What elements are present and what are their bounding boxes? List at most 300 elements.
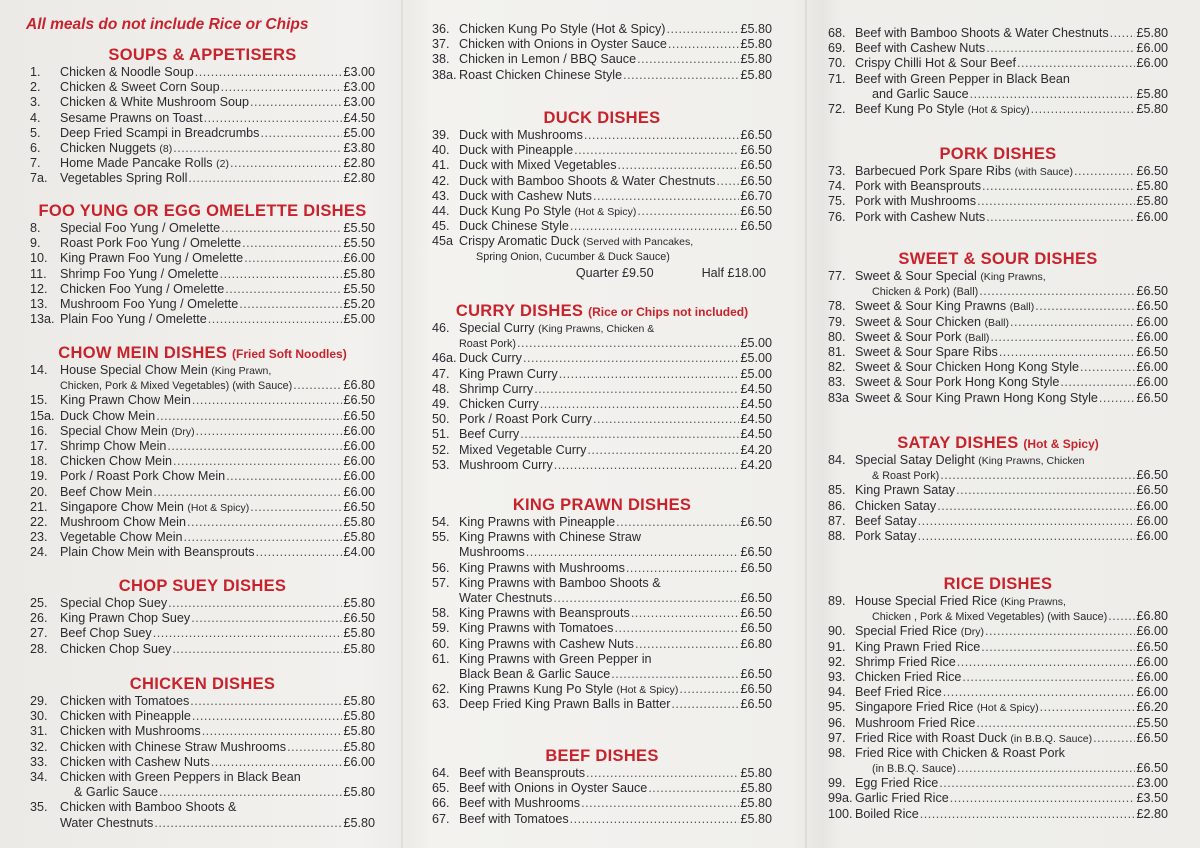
menu-item[interactable] bbox=[30, 439, 375, 454]
item-name: Boiled Rice bbox=[855, 806, 919, 821]
item-number: 27. bbox=[30, 626, 48, 641]
menu-item[interactable] bbox=[30, 171, 375, 186]
item-name: Special Chop Suey bbox=[60, 596, 168, 610]
item-note: Chicken & Pork) (Ball) bbox=[872, 286, 979, 299]
leader-dots bbox=[242, 236, 342, 251]
menu-item[interactable] bbox=[30, 694, 375, 709]
menu-item[interactable] bbox=[828, 26, 1168, 41]
menu-item[interactable] bbox=[432, 766, 772, 781]
item-name: Special Satay Delight bbox=[855, 453, 975, 467]
item-note: (Ball) bbox=[984, 316, 1010, 329]
menu-item[interactable] bbox=[432, 219, 772, 234]
item-price: £6.80 bbox=[343, 378, 375, 393]
menu-item[interactable] bbox=[828, 330, 1168, 345]
menu-item[interactable] bbox=[30, 530, 375, 545]
leader-dots bbox=[1108, 609, 1135, 624]
item-name: Special Curry bbox=[459, 321, 535, 335]
leader-dots bbox=[918, 529, 1136, 544]
menu-item[interactable] bbox=[30, 409, 375, 424]
item-note: & Roast Pork) bbox=[872, 470, 940, 483]
menu-item[interactable] bbox=[828, 640, 1168, 655]
item-number: 56. bbox=[432, 560, 450, 575]
leader-dots bbox=[553, 591, 739, 606]
item-number: 40. bbox=[432, 143, 450, 158]
menu-item[interactable] bbox=[30, 500, 375, 515]
item-note: Spring Onion, Cucumber & Duck Sauce) bbox=[476, 250, 670, 263]
item-price: £6.00 bbox=[1136, 56, 1168, 71]
menu-item[interactable] bbox=[432, 397, 772, 412]
menu-item[interactable] bbox=[828, 164, 1168, 179]
item-price-quarter: Quarter £9.50 bbox=[575, 265, 654, 280]
menu-item[interactable] bbox=[30, 236, 375, 251]
item-name: King Prawn Chop Suey bbox=[60, 611, 191, 626]
leader-dots bbox=[260, 126, 342, 141]
section-title: DUCK DISHES bbox=[543, 109, 661, 127]
menu-item[interactable] bbox=[30, 126, 375, 141]
item-name: Vegetable Chow Mein bbox=[60, 530, 183, 545]
item-name: Chicken with Cashew Nuts bbox=[60, 754, 210, 769]
item-price: £5.80 bbox=[343, 596, 375, 610]
item-name: Duck with Mushrooms bbox=[459, 128, 583, 142]
leader-dots bbox=[1031, 102, 1136, 117]
item-number: 45. bbox=[432, 219, 450, 234]
item-name: Duck Chinese Style bbox=[459, 219, 569, 234]
item-price: £3.50 bbox=[1136, 791, 1168, 806]
menu-item[interactable] bbox=[30, 596, 375, 611]
leader-dots bbox=[225, 282, 342, 297]
item-name: Duck Chow Mein bbox=[60, 408, 156, 423]
leader-dots bbox=[1074, 164, 1136, 179]
menu-item[interactable] bbox=[432, 796, 772, 811]
item-name: Garlic Fried Rice bbox=[855, 791, 949, 806]
leader-dots bbox=[256, 545, 343, 560]
item-price: £5.80 bbox=[343, 724, 375, 739]
section-title: FOO YUNG OR EGG OMELETTE DISHES bbox=[38, 202, 367, 220]
item-number: 77. bbox=[828, 269, 846, 283]
section-sweet-sour bbox=[828, 249, 1168, 406]
menu-item[interactable] bbox=[828, 499, 1168, 514]
section-title bbox=[432, 301, 772, 321]
item-name: House Special Chow Mein bbox=[60, 363, 208, 377]
leader-dots bbox=[957, 655, 1136, 670]
leader-dots bbox=[211, 755, 343, 770]
item-price: £5.50 bbox=[343, 281, 375, 296]
menu-item[interactable] bbox=[432, 697, 772, 712]
leader-dots bbox=[154, 816, 342, 831]
leader-dots bbox=[520, 427, 739, 442]
item-price: £6.50 bbox=[740, 515, 772, 529]
menu-item[interactable] bbox=[828, 685, 1168, 700]
item-name: Shrimp Foo Yung / Omelette bbox=[60, 266, 219, 281]
menu-item[interactable] bbox=[828, 594, 1168, 624]
item-name: Beef with Green Pepper in Black Bean bbox=[855, 71, 1070, 86]
item-number: 80. bbox=[828, 329, 846, 344]
section-title: SOUPS & APPETISERS bbox=[108, 46, 297, 64]
menu-item[interactable] bbox=[432, 37, 772, 52]
menu-item[interactable] bbox=[828, 194, 1168, 209]
item-price: £6.00 bbox=[1136, 685, 1168, 700]
menu-item[interactable] bbox=[828, 731, 1168, 746]
menu-item[interactable] bbox=[432, 174, 772, 189]
menu-item[interactable] bbox=[432, 637, 772, 652]
item-price: £6.00 bbox=[343, 469, 375, 484]
leader-dots bbox=[920, 807, 1136, 822]
item-note: (Ball) bbox=[964, 331, 990, 344]
menu-item[interactable] bbox=[432, 682, 772, 697]
menu-item[interactable] bbox=[432, 189, 772, 204]
item-name: Singapore Fried Rice bbox=[855, 700, 974, 715]
item-note: Chicken, Pork & Mixed Vegetables) (with Sauce) bbox=[60, 380, 293, 393]
menu-item[interactable] bbox=[828, 315, 1168, 330]
leader-dots bbox=[986, 210, 1135, 225]
menu-item[interactable] bbox=[30, 141, 375, 156]
menu-item[interactable] bbox=[30, 545, 375, 560]
menu-item[interactable] bbox=[828, 360, 1168, 375]
leader-dots bbox=[986, 41, 1135, 56]
leader-dots bbox=[943, 685, 1136, 700]
item-price: £6.80 bbox=[1136, 609, 1168, 624]
menu-item[interactable] bbox=[828, 345, 1168, 360]
menu-item[interactable] bbox=[30, 393, 375, 408]
item-name: Chicken Foo Yung / Omelette bbox=[60, 281, 225, 296]
menu-item[interactable] bbox=[828, 700, 1168, 715]
menu-item[interactable] bbox=[30, 156, 375, 171]
item-name: Deep Fried King Prawn Balls in Batter bbox=[459, 697, 671, 712]
menu-item[interactable] bbox=[828, 269, 1168, 299]
item-number: 3. bbox=[30, 95, 41, 110]
item-price: £5.80 bbox=[343, 785, 375, 800]
item-price: £6.50 bbox=[740, 666, 772, 681]
menu-item[interactable] bbox=[30, 251, 375, 266]
menu-item[interactable] bbox=[432, 621, 772, 636]
menu-item[interactable] bbox=[828, 791, 1168, 806]
item-price: £6.50 bbox=[343, 611, 375, 626]
leader-dots bbox=[1035, 299, 1135, 314]
menu-item[interactable] bbox=[432, 128, 772, 143]
menu-item[interactable] bbox=[828, 716, 1168, 731]
leader-dots bbox=[554, 458, 740, 473]
section-beef-continued bbox=[828, 26, 1168, 117]
item-number: 50. bbox=[432, 412, 450, 427]
leader-dots bbox=[950, 791, 1136, 806]
leader-dots bbox=[1093, 731, 1135, 746]
item-name: Fried Rice with Chicken & Roast Pork bbox=[855, 745, 1065, 760]
leader-dots bbox=[939, 776, 1135, 791]
menu-item[interactable] bbox=[30, 515, 375, 530]
menu-item[interactable] bbox=[432, 143, 772, 158]
menu-item[interactable] bbox=[828, 514, 1168, 529]
menu-item[interactable] bbox=[30, 485, 375, 500]
menu-item[interactable] bbox=[30, 95, 375, 110]
item-note: (2) bbox=[216, 158, 229, 171]
leader-dots bbox=[168, 596, 342, 611]
item-name: Shrimp Curry bbox=[459, 381, 534, 396]
item-price: £5.50 bbox=[1136, 715, 1168, 730]
leader-dots bbox=[985, 624, 1135, 639]
item-name: Chicken & Sweet Corn Soup bbox=[60, 80, 220, 95]
leader-dots bbox=[999, 345, 1136, 360]
item-name: King Prawn Satay bbox=[855, 483, 956, 498]
item-price: £6.50 bbox=[1136, 639, 1168, 654]
item-price: £5.20 bbox=[343, 296, 375, 311]
menu-item[interactable] bbox=[30, 454, 375, 469]
menu-item[interactable] bbox=[30, 642, 375, 657]
menu-item[interactable] bbox=[432, 52, 772, 67]
menu-item[interactable] bbox=[432, 812, 772, 827]
leader-dots bbox=[593, 412, 740, 427]
item-price: £6.80 bbox=[740, 636, 772, 651]
item-number: 5. bbox=[30, 125, 41, 140]
menu-item[interactable] bbox=[432, 204, 772, 219]
menu-item[interactable] bbox=[828, 670, 1168, 685]
item-number: 20. bbox=[30, 484, 48, 499]
menu-item[interactable] bbox=[828, 375, 1168, 390]
menu-item[interactable] bbox=[828, 776, 1168, 791]
menu-item[interactable] bbox=[828, 746, 1168, 776]
item-price: £4.50 bbox=[343, 110, 375, 125]
item-name: Mushroom Chow Mein bbox=[60, 514, 186, 529]
item-number: 19. bbox=[30, 469, 48, 484]
item-note: (King Prawns, bbox=[1000, 596, 1066, 608]
menu-item[interactable] bbox=[828, 179, 1168, 194]
menu-item[interactable] bbox=[30, 709, 375, 724]
item-price: £2.80 bbox=[1136, 806, 1168, 821]
item-number: 99a. bbox=[828, 791, 853, 806]
item-number: 8. bbox=[30, 221, 41, 235]
menu-item[interactable] bbox=[432, 530, 772, 560]
item-price: £5.80 bbox=[740, 67, 772, 82]
item-price: £6.50 bbox=[1136, 468, 1168, 483]
item-number: 33. bbox=[30, 754, 48, 769]
leader-dots bbox=[918, 514, 1136, 529]
item-price: £5.00 bbox=[740, 336, 772, 351]
item-price: £6.50 bbox=[1136, 284, 1168, 299]
item-name: Plain Chow Mein with Beansprouts bbox=[60, 545, 255, 560]
item-number: 82. bbox=[828, 360, 846, 375]
menu-item[interactable] bbox=[30, 65, 375, 80]
menu-item[interactable] bbox=[828, 624, 1168, 639]
item-number: 57. bbox=[432, 575, 450, 590]
menu-item[interactable] bbox=[432, 367, 772, 382]
item-price: £6.50 bbox=[740, 143, 772, 158]
item-price: £6.00 bbox=[1136, 528, 1168, 543]
item-note: (Dry) bbox=[171, 425, 195, 438]
menu-item[interactable] bbox=[432, 606, 772, 621]
leader-dots bbox=[637, 52, 739, 67]
item-number: 67. bbox=[432, 811, 450, 826]
item-price: £5.80 bbox=[343, 266, 375, 281]
item-price: £6.50 bbox=[740, 203, 772, 218]
menu-item[interactable] bbox=[30, 469, 375, 484]
item-name: Sweet & Sour King Prawns bbox=[855, 299, 1007, 314]
menu-item[interactable] bbox=[30, 111, 375, 126]
leader-dots bbox=[631, 606, 740, 621]
item-name: Sweet & Sour Spare Ribs bbox=[855, 344, 998, 359]
menu-item[interactable] bbox=[432, 652, 772, 682]
leader-dots bbox=[614, 621, 739, 636]
leader-dots bbox=[716, 174, 739, 189]
item-name: Sesame Prawns on Toast bbox=[60, 110, 203, 125]
item-name: Beef Chow Mein bbox=[60, 484, 153, 499]
item-name: Vegetables Spring Roll bbox=[60, 171, 188, 186]
menu-item[interactable] bbox=[828, 102, 1168, 117]
menu-item[interactable] bbox=[828, 41, 1168, 56]
menu-item[interactable] bbox=[432, 427, 772, 442]
item-name: Pork / Roast Pork Curry bbox=[459, 412, 592, 427]
fold-line bbox=[805, 0, 807, 848]
leader-dots bbox=[195, 65, 343, 80]
leader-dots bbox=[244, 251, 342, 266]
menu-item[interactable] bbox=[30, 740, 375, 755]
item-name: Deep Fried Scampi in Breadcrumbs bbox=[60, 125, 260, 140]
item-price: £6.00 bbox=[343, 454, 375, 469]
menu-item[interactable] bbox=[432, 351, 772, 366]
menu-item[interactable] bbox=[30, 800, 375, 830]
item-name-continued: Mushrooms bbox=[459, 545, 525, 560]
menu-item[interactable] bbox=[432, 68, 772, 83]
item-number: 4. bbox=[30, 110, 41, 125]
menu-item[interactable] bbox=[432, 561, 772, 576]
item-number: 95. bbox=[828, 700, 846, 715]
item-number: 99. bbox=[828, 776, 846, 791]
item-price: £5.80 bbox=[740, 811, 772, 826]
item-number: 48. bbox=[432, 381, 450, 396]
section-chopsuey bbox=[30, 576, 375, 657]
leader-dots bbox=[618, 158, 740, 173]
leader-dots bbox=[616, 515, 739, 530]
menu-item[interactable] bbox=[828, 56, 1168, 71]
item-name: King Prawns with Mushrooms bbox=[459, 560, 625, 575]
item-price: £5.80 bbox=[740, 766, 772, 780]
item-price: £6.00 bbox=[1136, 669, 1168, 684]
item-price: £6.00 bbox=[1136, 360, 1168, 375]
menu-item[interactable] bbox=[30, 424, 375, 439]
item-price: £5.80 bbox=[1136, 86, 1168, 101]
item-price: £6.50 bbox=[1136, 344, 1168, 359]
section-title-text: CURRY DISHES bbox=[455, 302, 584, 320]
leader-dots bbox=[153, 485, 342, 500]
menu-item[interactable] bbox=[30, 363, 375, 393]
leader-dots bbox=[202, 724, 343, 739]
item-name: Beef with Beansprouts bbox=[459, 766, 586, 780]
menu-item[interactable] bbox=[30, 312, 375, 327]
leader-dots bbox=[173, 454, 342, 469]
leader-dots bbox=[1060, 375, 1135, 390]
menu-item[interactable] bbox=[828, 483, 1168, 498]
menu-item[interactable] bbox=[828, 807, 1168, 822]
menu-item[interactable] bbox=[432, 781, 772, 796]
item-number: 44. bbox=[432, 203, 450, 218]
menu-item[interactable] bbox=[30, 80, 375, 95]
menu-item[interactable] bbox=[828, 529, 1168, 544]
menu-item[interactable] bbox=[432, 443, 772, 458]
item-name: Beef with Cashew Nuts bbox=[855, 41, 986, 56]
leader-dots bbox=[570, 219, 740, 234]
leader-dots bbox=[156, 409, 342, 424]
item-name: Chicken Kung Po Style (Hot & Spicy) bbox=[459, 22, 666, 36]
menu-item[interactable] bbox=[432, 158, 772, 173]
menu-item[interactable] bbox=[30, 267, 375, 282]
menu-item[interactable] bbox=[30, 626, 375, 641]
leader-dots bbox=[977, 194, 1135, 209]
item-price: £5.80 bbox=[1136, 194, 1168, 209]
leader-dots bbox=[648, 781, 739, 796]
item-number: 7a. bbox=[30, 171, 48, 186]
item-number: 30. bbox=[30, 709, 48, 724]
menu-item[interactable] bbox=[432, 458, 772, 473]
item-number: 17. bbox=[30, 438, 48, 453]
menu-item[interactable] bbox=[828, 655, 1168, 670]
menu-item[interactable] bbox=[432, 382, 772, 397]
leader-dots bbox=[570, 812, 740, 827]
item-name: King Prawns with Pineapple bbox=[459, 515, 616, 529]
menu-item[interactable] bbox=[30, 297, 375, 312]
item-number: 18. bbox=[30, 454, 48, 469]
leader-dots bbox=[250, 95, 342, 110]
leader-dots bbox=[187, 515, 343, 530]
item-price: £5.80 bbox=[343, 626, 375, 641]
menu-item[interactable] bbox=[432, 412, 772, 427]
item-name: Sweet & Sour King Prawn Hong Kong Style bbox=[855, 390, 1098, 405]
item-price: £3.00 bbox=[343, 65, 375, 79]
menu-item[interactable] bbox=[432, 321, 772, 351]
menu-item[interactable] bbox=[828, 453, 1168, 483]
item-name: Pork / Roast Pork Chow Mein bbox=[60, 469, 226, 484]
menu-item-crispy-duck[interactable] bbox=[432, 234, 772, 281]
menu-item[interactable] bbox=[432, 576, 772, 606]
item-number: 41. bbox=[432, 158, 450, 173]
item-price: £6.50 bbox=[1136, 390, 1168, 405]
item-name: Chicken with Green Peppers in Black Bean bbox=[60, 769, 301, 784]
item-price: £6.00 bbox=[1136, 498, 1168, 513]
leader-dots bbox=[159, 785, 342, 800]
item-price: £5.80 bbox=[343, 530, 375, 545]
leader-dots bbox=[586, 766, 739, 781]
menu-item[interactable] bbox=[432, 22, 772, 37]
item-price: £2.80 bbox=[343, 171, 375, 186]
item-price: £6.50 bbox=[740, 606, 772, 621]
menu-item[interactable] bbox=[30, 221, 375, 236]
item-price: £6.50 bbox=[1136, 299, 1168, 314]
leader-dots bbox=[208, 312, 343, 327]
item-number: 35. bbox=[30, 800, 48, 815]
item-name: Chicken with Bamboo Shoots & bbox=[60, 800, 237, 815]
item-name: Chicken Satay bbox=[855, 498, 937, 513]
menu-item[interactable] bbox=[30, 282, 375, 297]
item-note: (with Sauce) bbox=[1014, 166, 1073, 178]
menu-item[interactable] bbox=[30, 611, 375, 626]
menu-item[interactable] bbox=[30, 755, 375, 770]
section-satay bbox=[828, 433, 1168, 544]
menu-item[interactable] bbox=[828, 72, 1168, 102]
menu-item[interactable] bbox=[828, 299, 1168, 314]
menu-item[interactable] bbox=[828, 391, 1168, 406]
item-number: 78. bbox=[828, 299, 846, 314]
item-name: Sweet & Sour Special bbox=[855, 269, 977, 283]
item-price: £6.50 bbox=[1136, 761, 1168, 776]
item-number: 7. bbox=[30, 156, 41, 171]
item-name: Egg Fried Rice bbox=[855, 776, 939, 791]
item-name-continued: Water Chestnuts bbox=[459, 590, 553, 605]
menu-item[interactable] bbox=[30, 724, 375, 739]
item-name: Plain Foo Yung / Omelette bbox=[60, 312, 207, 327]
section-fooyung bbox=[30, 201, 375, 327]
item-name: Chicken & Noodle Soup bbox=[60, 65, 194, 79]
item-number: 22. bbox=[30, 514, 48, 529]
menu-item[interactable] bbox=[828, 210, 1168, 225]
menu-item[interactable] bbox=[432, 515, 772, 530]
menu-item[interactable] bbox=[30, 770, 375, 800]
